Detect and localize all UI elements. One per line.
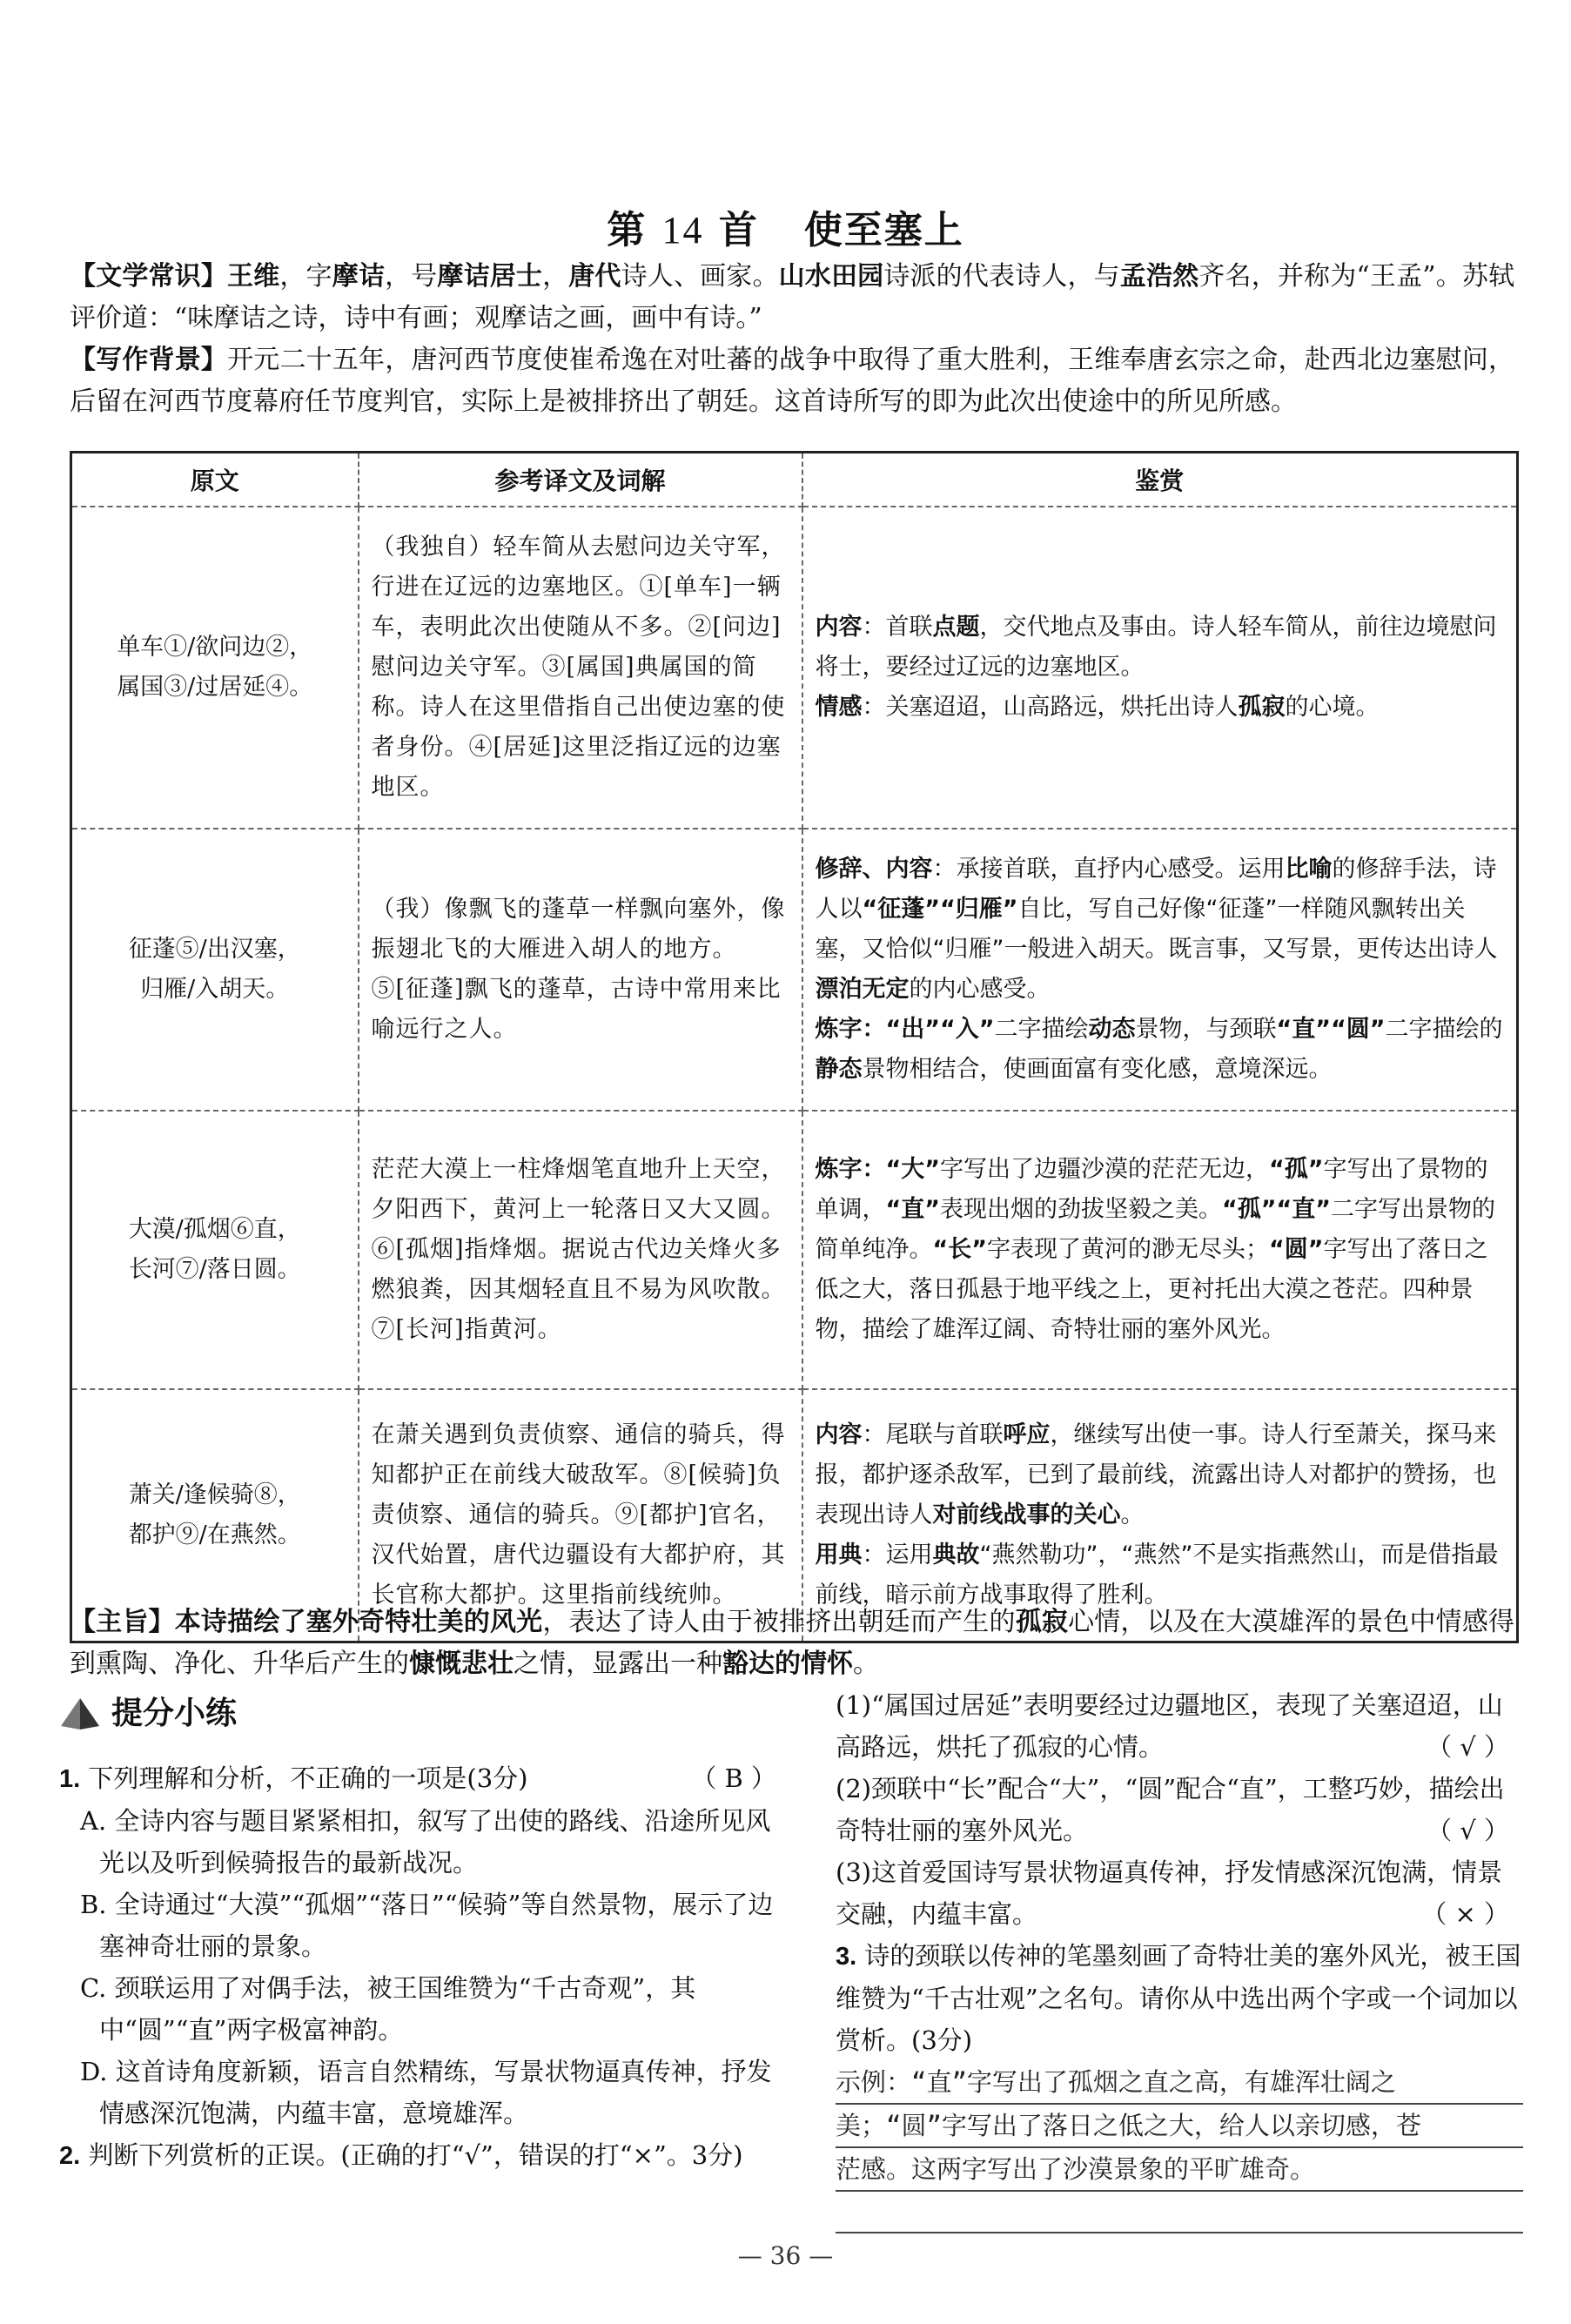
item-mark: （ √ ） [1427,1732,1509,1762]
tag: 炼字：“出”“入” [815,1016,995,1043]
appreciation-para [816,1150,1505,1350]
appreciation-cell [802,829,1518,1111]
theme [70,1602,1514,1685]
question-2 [59,2134,790,2177]
title-prefix: 第 [607,208,648,252]
text: 二字描绘的 [1385,1016,1503,1043]
peer-name: 孟浩然 [1119,261,1199,292]
text: 的修辞手法，诗人以 [815,856,1497,923]
poet-name: 王维 [227,261,280,292]
tag: 炼字：“大” [815,1156,940,1183]
line: 都护⑨/在燕然。 [128,1521,301,1548]
item-text: (2)颈联中“长”配合“大”，“圆”配合“直”，工整巧妙，描绘出奇特壮丽的塞外风光。 [836,1774,1505,1845]
judgement-item [836,1684,1523,1768]
appreciation-para [816,1010,1505,1090]
table-row [71,829,1518,1111]
keyword: 比喻 [1285,856,1333,883]
translation-cell: （我独自）轻车简从去慰问边关守军，行进在辽远的边塞地区。①[单车]一辆车，表明此次出使随从不多。②[问边]慰问边关守军。③[属国]典属国的简称。诗人在这里借指自己出使边塞的使者身份。④[居延]这里泛指辽远的边塞地区。 [359,507,802,829]
text: 景物相结合，使画面富有变化感，意境深远。 [862,1056,1333,1083]
keyword: “孤”“直” [1222,1196,1331,1223]
translation-cell: （我）像飘飞的蓬草一样飘向塞外，像振翅北飞的大雁进入胡人的地方。⑤[征蓬]飘飞的蓬草，古诗中常用来比喻远行之人。 [359,829,802,1111]
tag: 用典 [815,1541,863,1568]
keyword: 孤寂 [1238,694,1286,721]
page-number: — 36 — [737,2241,834,2270]
original-cell [71,1111,359,1389]
text: 景物，与颈联 [1135,1016,1277,1043]
text: ，表达了诗人由于被排挤出朝廷而产生的 [542,1607,1016,1637]
text: 心情，以及在大漠雄浑的景色中情感得到熏陶、净化、升华后产生的 [70,1607,1515,1679]
keyword: “孤” [1269,1156,1324,1183]
text: 字表现了黄河的渺无尽头； [987,1236,1269,1263]
keyword: 呼应 [1003,1421,1051,1448]
text: 字写出了景物的单调， [815,1156,1488,1223]
text: 字写出了落日之低之大，落日孤悬于地平线之上，更衬托出大漠之苍茫。四种景物，描绘了雄浑辽阔、奇特壮丽的塞外风光。 [815,1236,1488,1343]
appreciation-para [816,850,1505,1010]
theme-label: 【主旨】 [70,1607,175,1637]
table-header [71,453,1518,507]
line: 征蓬⑤/出汉塞， [128,936,301,963]
option-c: C. 颈联运用了对偶手法，被王国维赞为“千古奇观”，其中“圆”“直”两字极富神韵。 [80,1973,696,2045]
tag: 修辞、内容 [815,856,933,883]
judgement-item [836,1768,1523,1851]
text: 二字描绘 [994,1016,1089,1043]
appreciation-para [816,1415,1505,1535]
keyword: 豁达的情怀 [722,1649,853,1679]
poem-title: 使至塞上 [803,208,964,252]
question-stem: 下列理解和分析，不正确的一项是(3分) [88,1763,528,1793]
practice-heading-text: 提分小练 [111,1696,238,1731]
line: 单车①/欲问边②， [117,634,313,661]
keyword: “征蓬”“归雁” [862,896,1018,923]
poem-table [70,451,1519,1643]
appreciation-para [816,688,1505,728]
line: 大漠/孤烟⑥直， [128,1216,301,1243]
text: ：承接首联，直抒内心感受。运用 [932,856,1286,883]
text: ， [542,261,569,292]
literary-knowledge [70,256,1514,339]
header-translation: 参考译文及词解 [359,453,802,507]
text: 的心境。 [1285,694,1380,721]
question-number: 2. [59,2142,81,2170]
text: “燕然勒功”，“燕然”不是实指燕然山，而是借指最前线，暗示前方战事取得了胜利。 [815,1541,1499,1609]
line: 属国③/过居延④。 [117,674,313,701]
keyword: 点题 [932,614,980,641]
table-row [71,1111,1518,1389]
tag: 内容 [815,1421,863,1448]
practice-heading [59,1693,790,1735]
translation-cell: 在萧关遇到负责侦察、通信的骑兵，得知都护正在前线大破敌军。⑧[候骑]负责侦察、通信的骑兵。⑨[都护]官名，汉代始置，唐代边疆设有大都护府，其长官称大都护。这里指前线统帅。 [359,1389,802,1642]
keyword: “圆” [1269,1236,1324,1263]
keyword: 动态 [1088,1016,1136,1043]
practice-right-column [836,1684,1523,2233]
text: ：尾联与首联 [862,1421,1004,1448]
text: ，继续写出使一事。诗人行至萧关，探马来报，都护逐杀敌军，已到了最前线，流露出诗人对都护的赞扬，也表现出诗人 [815,1421,1497,1528]
text: 二字写出景物的简单纯净。 [815,1196,1495,1263]
question-1 [59,1757,790,2134]
text: 诗派的代表诗人，与 [883,261,1120,292]
text: 诗人、画家。 [621,261,779,292]
question-number: 1. [59,1765,81,1793]
option-d: D. 这首诗角度新颖，语言自然精练，写景状物逼真传神，抒发情感深沉饱满，内蕴丰富，意境雄浑。 [80,2057,772,2128]
background-label: 【写作背景】 [70,345,228,375]
page-title [0,198,1571,254]
writing-background [70,339,1514,423]
tag: 情感 [815,694,863,721]
title-suffix: 首 [718,208,759,252]
poem-number: 14 [661,209,704,252]
text: 字写出了边疆沙漠的茫茫无边， [940,1156,1269,1183]
line: 萧关/逢候骑⑧， [128,1481,301,1508]
judgement-item [836,1851,1523,1935]
keyword: 典故 [932,1541,980,1568]
text: 齐名，并称为“王孟”。苏轼评价道：“味摩诘之诗，诗中有画；观摩诘之画，画中有诗。” [70,261,1515,333]
question-stem: 诗的颈联以传神的笔墨刻画了奇特壮美的塞外风光，被王国维赞为“千古壮观”之名句。请你从中选出两个字或一个词加以赏析。(3分) [836,1941,1521,2055]
text: ，字 [279,261,332,292]
school: 山水田园 [778,261,884,292]
text: 。 [853,1649,879,1679]
line: 长河⑦/落日圆。 [128,1256,301,1283]
keyword: 漂泊无定 [815,976,910,1003]
answer-line[interactable]: 美；“圆”字写出了落日之低之大，给人以亲切感，苍 [836,2105,1523,2148]
text: ：首联 [862,614,933,641]
answer-mark: （ B ） [691,1763,776,1793]
question-number: 3. [836,1943,857,1971]
question-3 [836,1935,1523,2061]
appreciation-cell [802,1111,1518,1389]
question-stem: 判断下列赏析的正误。(正确的打“√”，错误的打“×”。3分) [88,2140,743,2170]
keyword: “直” [885,1196,940,1223]
courtesy-name: 摩诘 [332,261,386,292]
answer-line[interactable]: 示例：“直”字写出了孤烟之直之高，有雄浑壮阔之 [836,2061,1523,2105]
header-original: 原文 [71,453,359,507]
item-text: (3)这首爱国诗写景状物逼真传神，抒发情感深沉饱满，情景交融，内蕴丰富。 [836,1857,1503,1929]
keyword: 慷慨悲壮 [409,1649,514,1679]
text: ，交代地点及事由。诗人轻车简从，前往边境慰问将士，要经过辽远的边塞地区。 [815,614,1497,681]
answer-line[interactable]: 茫感。这两字写出了沙漠景象的平旷雄奇。 [836,2148,1523,2192]
pyramid-icon [59,1696,101,1731]
appreciation-para [816,608,1505,688]
translation-cell: 茫茫大漠上一柱烽烟笔直地升上天空，夕阳西下，黄河上一轮落日又大又圆。⑥[孤烟]指烽烟。据说古代边关烽火多燃狼粪，因其烟轻直且不易为风吹散。⑦[长河]指黄河。 [359,1111,802,1389]
table-row [71,507,1518,829]
header-appreciation: 鉴赏 [802,453,1518,507]
text: ，号 [385,261,438,292]
text: ：运用 [862,1541,933,1568]
keyword: 孤寂 [1015,1607,1069,1637]
keyword: “长” [932,1236,987,1263]
dynasty: 唐代 [568,261,621,292]
text: 之情，显露出一种 [514,1649,722,1679]
item-text: (1)“属国过居延”表明要经过边疆地区，表现了关塞迢迢，山高路远，烘托了孤寂的心情。 [836,1690,1503,1762]
art-name: 摩诘居士 [437,261,543,292]
option-b: B. 全诗通过“大漠”“孤烟”“落日”“候骑”等自然景物，展示了边塞神奇壮丽的景象。 [80,1890,774,1961]
practice-left-column [59,1693,790,2177]
text: 自比，写自己好像“征蓬”一样随风飘转出关塞，又恰似“归雁”一般进入胡天。既言事，又写景，更传达出诗人 [815,896,1498,963]
original-cell [71,829,359,1111]
keyword: 对前线战事的关心 [932,1501,1121,1528]
keyword: “直”“圆” [1276,1016,1386,1043]
blank-answer-line[interactable] [836,2192,1523,2233]
item-mark: （ × ） [1421,1899,1509,1929]
text: 的内心感受。 [909,976,1051,1003]
item-mark: （ √ ） [1427,1816,1509,1845]
literary-label: 【文学常识】 [70,261,228,292]
text: ：关塞迢迢，山高路远，烘托出诗人 [862,694,1239,721]
text: 。 [1120,1501,1145,1528]
keyword: 静态 [815,1056,863,1083]
background-text: 开元二十五年，唐河西节度使崔希逸在对吐蕃的战争中取得了重大胜利，王维奉唐玄宗之命，赴西北边塞慰问，后留在河西节度幕府任节度判官，实际上是被排挤出了朝廷。这首诗所写的即为此次出使途中的所见所感。 [70,345,1515,417]
tag: 内容 [815,614,863,641]
option-a: A. 全诗内容与题目紧紧相扣，叙写了出使的路线、沿途所见风光以及听到候骑报告的最新战况。 [80,1806,771,1877]
keyword: 本诗描绘了塞外奇特壮美的风光 [174,1607,543,1637]
appreciation-cell [802,507,1518,829]
text: 表现出烟的劲拔坚毅之美。 [940,1196,1222,1223]
original-cell [71,507,359,829]
line: 归雁/入胡天。 [140,976,290,1003]
